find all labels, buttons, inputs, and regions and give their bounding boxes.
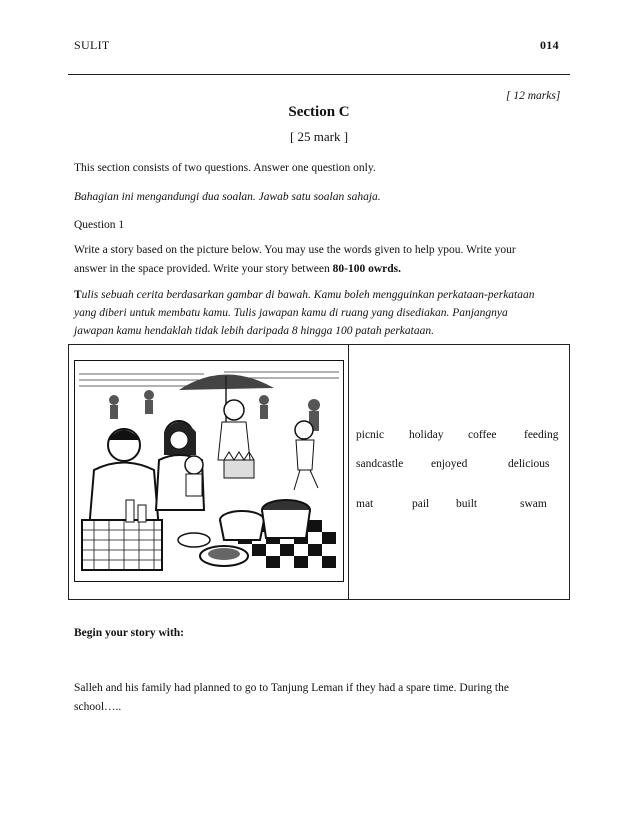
box-divider [348,344,349,600]
intro-malay: Bahagian ini mengandungi dua soalan. Jawab satu soalan sahaja. [74,191,381,203]
word-picnic: picnic [356,429,385,441]
word-enjoyed: enjoyed [431,458,468,470]
question-malay-line3: jawapan kamu hendaklah tidak lebih daripada 8 hingga 100 patah perkataan. [74,325,434,337]
marks-note: [ 12 marks] [506,90,561,102]
header-sulit: SULIT [74,38,110,52]
question-malay-line2: yang diberi untuk membatu kamu. Tulis jawapan kamu di ruang yang disediakan. Panjangnya [74,307,508,319]
begin-story-label: Begin your story with: [74,627,184,639]
header-page-code: 014 [540,38,559,52]
begin-story-line1: Salleh and his family had planned to go to Tanjung Leman if they had a spare time. During the [74,682,509,694]
word-coffee: coffee [468,429,497,441]
word-holiday: holiday [409,429,444,441]
question-english-line2 [74,259,401,279]
question-english-line2-text: answer in the space provided. Write your story between [74,263,333,275]
word-mat: mat [356,498,374,510]
header-rule [68,74,570,75]
word-swam: swam [520,498,547,510]
intro-english: This section consists of two questions. Answer one question only. [74,162,376,174]
question-malay-initial: T [74,289,82,301]
section-marks: [ 25 mark ] [289,129,349,144]
section-title: Section C [288,104,350,120]
picnic-illustration [74,360,344,582]
question-label: Question 1 [74,219,125,231]
question-word-count: 80-100 owrds. [332,263,402,275]
question-malay-line1-text: ulis sebuah cerita berdasarkan gambar di bawah. Kamu boleh mengguinkan perkataan-perkataan [81,289,535,301]
word-delicious: delicious [508,458,550,470]
word-built: built [456,498,478,510]
word-feeding: feeding [524,429,559,441]
begin-story-line2: school….. [74,701,122,713]
word-pail: pail [412,498,430,510]
word-sandcastle: sandcastle [356,458,404,470]
question-malay-line1 [74,285,535,305]
question-english-line1: Write a story based on the picture below. You may use the words given to help ypou. Write your [74,244,516,256]
